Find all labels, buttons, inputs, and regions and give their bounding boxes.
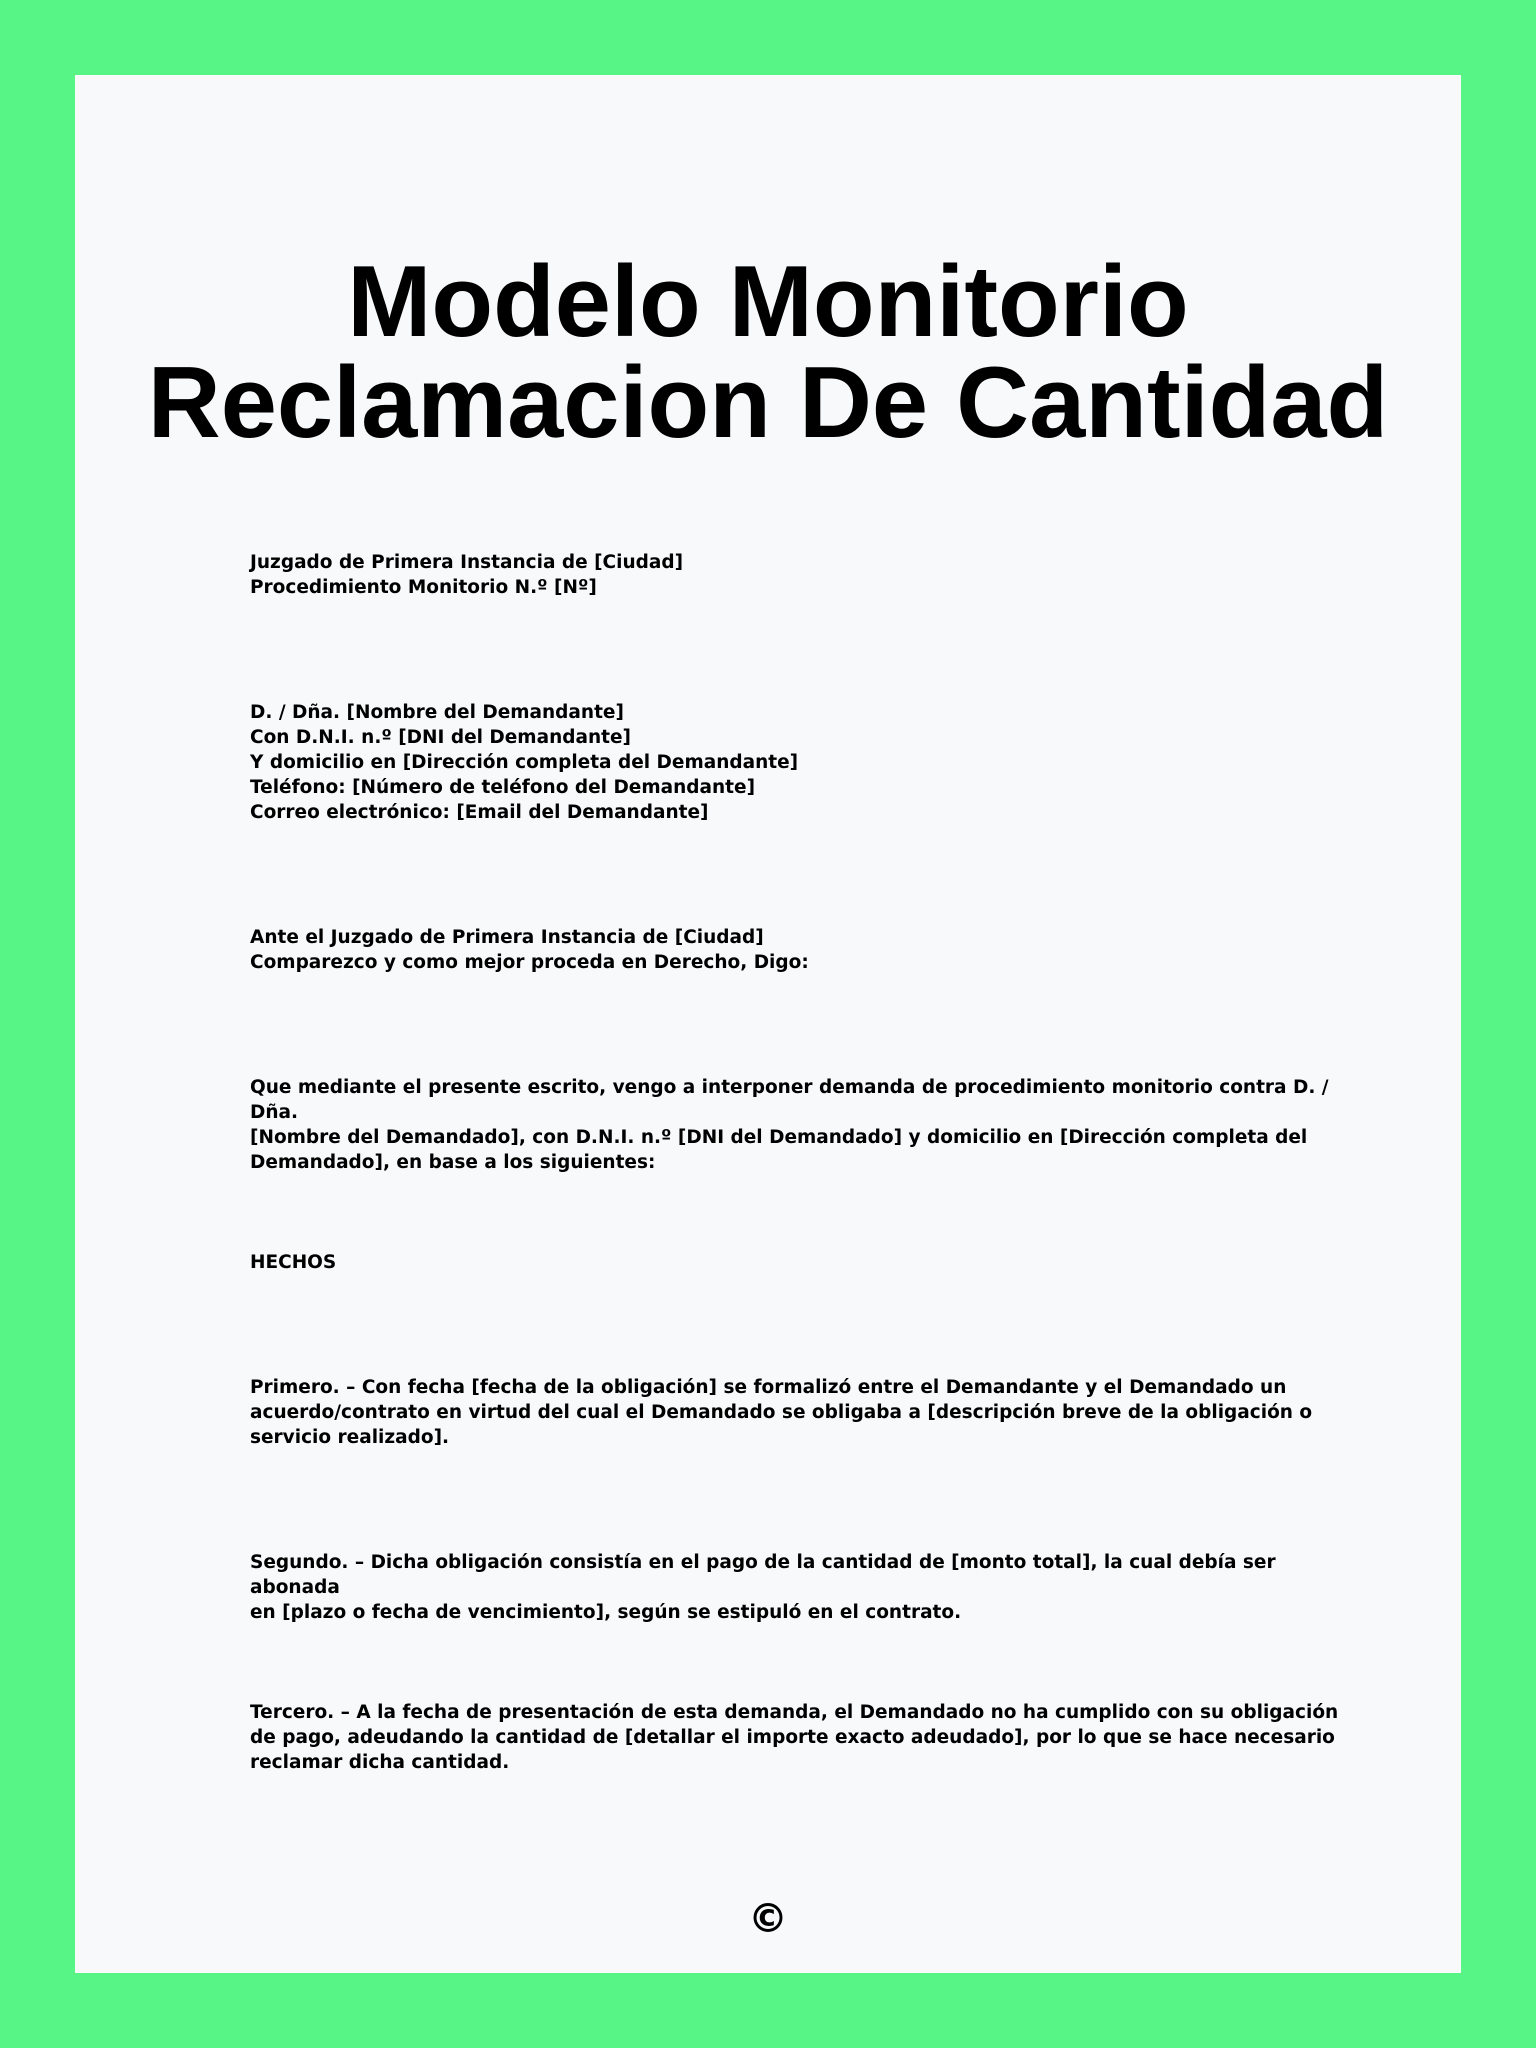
plaintiff-email: Correo electrónico: [Email del Demandante]	[250, 802, 709, 823]
fact-line: Primero. – Con fecha [fecha de la obligación] se formalizó entre el Demandante y el Demandado un	[250, 1377, 1287, 1398]
facts-heading-text: HECHOS	[250, 1252, 337, 1273]
document-title	[75, 246, 1461, 459]
plaintiff-name: D. / Dña. [Nombre del Demandante]	[250, 702, 624, 723]
fact-line: acuerdo/contrato en virtud del cual el Demandado se obligaba a [descripción breve de la obligación o	[250, 1402, 1313, 1423]
plaintiff-dni: Con D.N.I. n.º [DNI del Demandante]	[250, 727, 631, 748]
document-page	[75, 75, 1461, 1973]
copyright-icon: ©	[748, 1896, 788, 1942]
fact-third	[250, 1700, 1360, 1775]
document-title-line-1: Modelo Monitorio	[347, 246, 1189, 358]
fact-first	[250, 1375, 1360, 1450]
facts-heading	[250, 1250, 1360, 1275]
fact-line: reclamar dicha cantidad.	[250, 1752, 510, 1773]
intro-line: Que mediante el presente escrito, vengo a interponer demanda de procedimiento monitorio contra D. / Dña.	[250, 1077, 1329, 1123]
intro-line: Demandado], en base a los siguientes:	[250, 1152, 656, 1173]
fact-line: Segundo. – Dicha obligación consistía en el pago de la cantidad de [monto total], la cual debía ser abonada	[250, 1552, 1276, 1598]
document-title-line-2: Reclamacion De Cantidad	[147, 347, 1389, 459]
court-header	[250, 550, 1360, 600]
plaintiff-address: Y domicilio en [Dirección completa del Demandante]	[250, 752, 799, 773]
intro-paragraph	[250, 1075, 1360, 1175]
appearance-line: Ante el Juzgado de Primera Instancia de [Ciudad]	[250, 927, 764, 948]
court-header-line: Juzgado de Primera Instancia de [Ciudad]	[250, 552, 684, 573]
intro-line: [Nombre del Demandado], con D.N.I. n.º [DNI del Demandado] y domicilio en [Dirección completa del	[250, 1127, 1308, 1148]
appearance-line: Comparezco y como mejor proceda en Derecho, Digo:	[250, 952, 809, 973]
appearance-statement	[250, 925, 1360, 975]
fact-line: Tercero. – A la fecha de presentación de esta demanda, el Demandado no ha cumplido con su obligación	[250, 1702, 1339, 1723]
fact-second	[250, 1550, 1360, 1625]
fact-line: servicio realizado].	[250, 1427, 450, 1448]
court-header-line: Procedimiento Monitorio N.º [Nº]	[250, 577, 597, 598]
plaintiff-details	[250, 700, 1360, 825]
fact-line: de pago, adeudando la cantidad de [detallar el importe exacto adeudado], por lo que se hace necesario	[250, 1727, 1335, 1748]
fact-line: en [plazo o fecha de vencimiento], según se estipuló en el contrato.	[250, 1602, 962, 1623]
plaintiff-phone: Teléfono: [Número de teléfono del Demandante]	[250, 777, 756, 798]
